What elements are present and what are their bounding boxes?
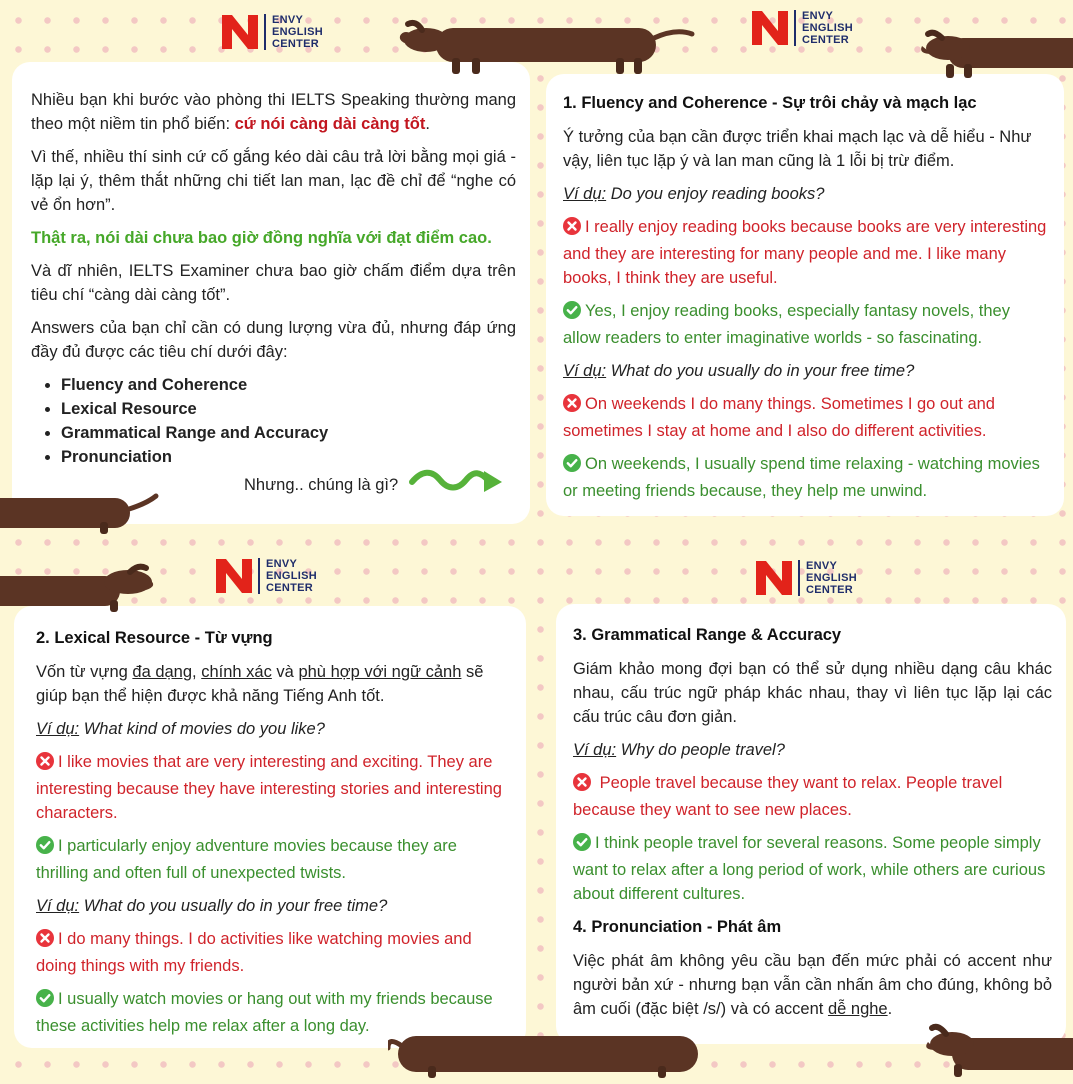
logo-line1: ENVY [806,560,838,572]
logo-line1: ENVY [266,558,298,570]
example-question: Ví dụ: What do you usually do in your free time? [563,362,915,380]
fluency-heading: 1. Fluency and Coherence - Sự trôi chảy và mạch lạc [563,94,977,112]
envy-logo [756,560,857,596]
intro-key-point: Thật ra, nói dài chưa bao giờ đồng nghĩa với đạt điểm cao. [31,229,492,247]
envy-n-logo-icon [752,11,788,45]
x-circle-icon [36,752,54,777]
logo-line1: ENVY [272,14,304,26]
intro-paragraph-2: Vì thế, nhiều thí sinh cứ cố gắng kéo dài câu trả lời bằng mọi giá - lặp lại ý, thêm thắt những chi tiết lan man, lạc đề chỉ để “nghe có vẻ ổn hơn”. [31,148,516,214]
example-question: Ví dụ: What do you usually do in your free time? [36,897,388,915]
wrong-example: On weekends I do many things. Sometimes I go out and sometimes I stay at home and I also do different activities. [563,395,995,440]
dachshund-illustration [396,14,696,83]
wrong-example: I really enjoy reading books because books are very interesting and they are interesting for many people and me. I like many books, I think they are useful. [563,218,1047,287]
logo-line3: CENTER [806,584,854,596]
intro-paragraph-1: Nhiều bạn khi bước vào phòng thi IELTS Speaking thường mang theo một niềm tin phổ biến: cứ nói càng dài càng tốt. [31,91,516,133]
fluency-card [546,74,1064,516]
dachshund-illustration [0,560,160,621]
correct-example: On weekends, I usually spend time relaxing - watching movies or meeting friends because, they help me unwind. [563,455,1040,500]
envy-n-logo-icon [756,561,792,595]
correct-example: I usually watch movies or hang out with my friends because these activities help me relax after a long day. [36,990,493,1035]
check-circle-icon [36,836,54,861]
intro-paragraph-5: Answers của bạn chỉ cần có dung lượng vừa đủ, nhưng đáp ứng đầy đủ được các tiêu chí dưới đây: [31,319,516,361]
correct-example: I particularly enjoy adventure movies because they are thrilling and often full of unexpected twists. [36,837,457,882]
dachshund-illustration [918,26,1073,87]
lexical-card [14,606,526,1048]
x-circle-icon [563,394,581,419]
x-circle-icon [563,217,581,242]
x-circle-icon [36,929,54,954]
wrong-example: People travel because they want to relax. People travel because they want to see new places. [573,774,1003,819]
grammar-heading: 3. Grammatical Range & Accuracy [573,626,842,644]
logo-line2: ENGLISH [272,26,323,38]
logo-line2: ENGLISH [802,22,853,34]
example-question: Ví dụ: What kind of movies do you like? [36,720,325,738]
wrong-example: I do many things. I do activities like watching movies and doing things with my friends. [36,930,472,975]
logo-line2: ENGLISH [266,570,317,582]
dachshund-illustration [0,488,160,541]
check-circle-icon [563,454,581,479]
example-question: Ví dụ: Do you enjoy reading books? [563,185,825,203]
intro-card [12,62,530,524]
criteria-list [31,373,516,469]
pronunciation-intro: Việc phát âm không yêu cầu bạn đến mức phải có accent như người bản xứ - nhưng bạn vẫn cần nhấn âm cho đúng, không bỏ âm cuối (đặc biệt /s/) và có accent dễ nghe. [573,952,1052,1018]
example-question: Ví dụ: Why do people travel? [573,741,785,759]
correct-example: I think people travel for several reasons. Some people simply want to relax after a long period of work, while others are curious about different cultures. [573,834,1046,903]
check-circle-icon [563,301,581,326]
check-circle-icon [573,833,591,858]
grammar-intro: Giám khảo mong đợi bạn có thể sử dụng nhiều dạng câu khác nhau, cấu trúc ngữ pháp khác nhau, thay vì liên tục lặp lại các cấu trúc câu đơn giản. [573,660,1052,726]
fluency-intro: Ý tưởng của bạn cần được triển khai mạch lạc và dễ hiểu - Như vậy, liên tục lặp ý và lan man cũng là 1 lỗi bị trừ điểm. [563,128,1032,170]
logo-line1: ENVY [802,10,834,22]
correct-example: Yes, I enjoy reading books, especially fantasy novels, they allow readers to enter imaginative worlds - so fascinating. [563,302,1010,347]
wrong-example: I like movies that are very interesting and exciting. They are interesting because they have interesting stories and interesting characters. [36,753,502,822]
lexical-intro: Vốn từ vựng đa dạng, chính xác và phù hợp với ngữ cảnh sẽ giúp bạn thể hiện được khả năng Tiếng Anh tốt. [36,663,484,705]
logo-line3: CENTER [802,34,850,46]
x-circle-icon [573,773,591,798]
criteria-item: • Lexical Resource [61,397,516,421]
envy-logo [752,10,853,46]
criteria-item: • Fluency and Coherence [61,373,516,397]
envy-n-logo-icon [216,559,252,593]
intro-paragraph-4: Và dĩ nhiên, IELTS Examiner chưa bao giờ chấm điểm dựa trên tiêu chí “càng dài càng tốt”. [31,262,516,304]
pronunciation-heading: 4. Pronunciation - Phát âm [573,918,782,936]
logo-line3: CENTER [266,582,314,594]
next-prompt: Nhưng.. chúng là gì? [244,475,399,494]
envy-n-logo-icon [222,15,258,49]
grammar-pronunciation-card [556,604,1066,1044]
check-circle-icon [36,989,54,1014]
lexical-heading: 2. Lexical Resource - Từ vựng [36,629,273,647]
criteria-item: • Pronunciation [61,445,516,469]
intro-highlight: cứ nói càng dài càng tốt [234,115,426,133]
envy-logo [216,558,317,594]
logo-line3: CENTER [272,38,320,50]
envy-logo [222,14,323,50]
dachshund-illustration [922,1020,1073,1084]
logo-line2: ENGLISH [806,572,857,584]
criteria-item: • Grammatical Range and Accuracy [61,421,516,445]
dachshund-illustration [388,1026,708,1084]
squiggle-arrow-icon [408,468,504,501]
